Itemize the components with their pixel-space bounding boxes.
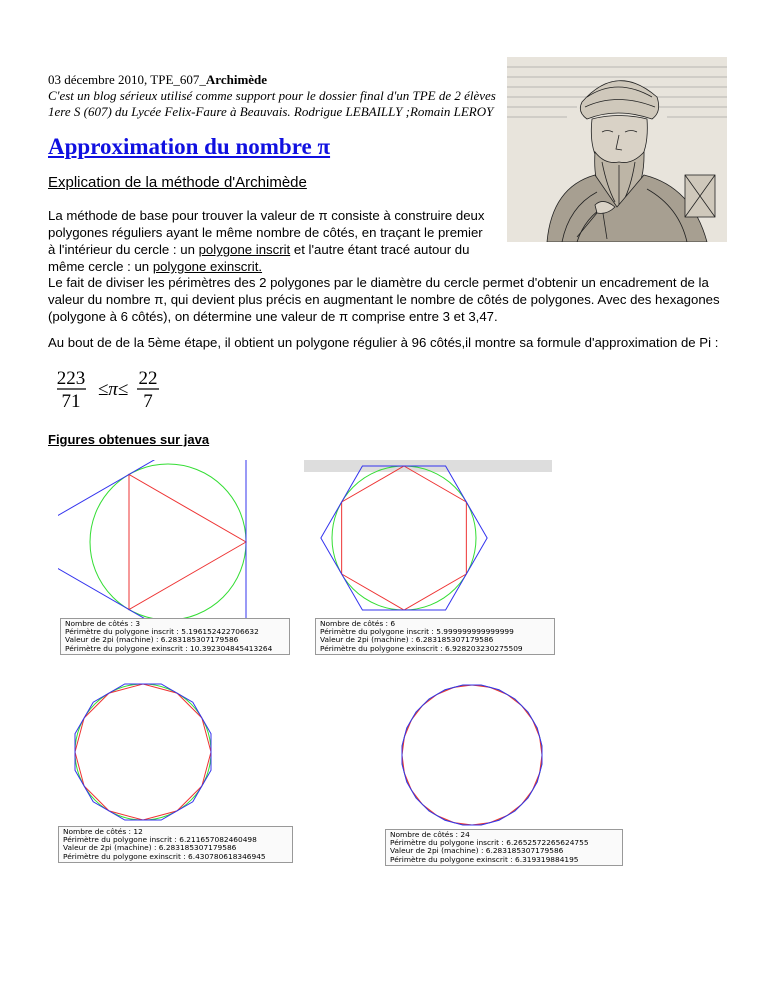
link-polygone-inscrit[interactable]: polygone inscrit — [198, 242, 291, 257]
info-line: Périmètre du polygone exinscrit : 6.430780618346945 — [63, 851, 266, 861]
inscribed-polygon — [342, 466, 467, 610]
header-date: 03 décembre 2010, TPE_607_ — [48, 72, 206, 87]
circle — [332, 466, 476, 610]
info-line: Valeur de 2pi (machine) : 6.283185307179586 — [390, 846, 564, 856]
figure-polygon-3 — [58, 460, 248, 620]
info-line: Périmètre du polygone inscrit : 5.999999999999999 — [320, 627, 514, 637]
formula-middle: ≤π≤ — [97, 379, 129, 400]
info-line: Périmètre du polygone exinscrit : 6.319319884195 — [390, 854, 579, 864]
info-line: Périmètre du polygone inscrit : 5.196152422706632 — [65, 627, 259, 637]
pi-approximation-formula — [55, 367, 165, 413]
info-line: Périmètre du polygone inscrit : 6.211657082460498 — [63, 835, 257, 845]
info-line: Valeur de 2pi (machine) : 6.283185307179586 — [65, 635, 239, 645]
inscribed-polygon — [129, 474, 246, 609]
figure-polygon-24 — [390, 680, 555, 830]
figure-info-24 — [385, 829, 623, 866]
formula-right-numerator: 22 — [138, 368, 158, 389]
exinscribed-polygon — [75, 684, 211, 820]
info-line: Périmètre du polygone exinscrit : 6.928203230275509 — [320, 643, 523, 653]
inscribed-polygon — [75, 684, 211, 820]
info-line: Périmètre du polygone exinscrit : 10.392304845413264 — [65, 643, 273, 653]
info-line: Nombre de côtés : 6 — [320, 619, 396, 628]
paragraph-method — [48, 207, 488, 275]
paragraph-perimeters: Le fait de diviser les périmètres des 2 polygones par le diamètre du cercle permet d'obtenir un encadrement de la valeur du nombre π, qui devient plus précis en augmentant le nombre de côtés de polygones. Avec des hexagones (polygone à 6 côtés), on détermine une valeur de π comprise entre 3 et 3,47. — [48, 275, 720, 324]
blog-description-line1: C'est un blog sérieux utilisé comme support pour le dossier final d'un TPE de 2 élèves — [48, 88, 496, 103]
inscribed-polygon — [402, 685, 542, 825]
exinscribed-polygon — [402, 685, 542, 825]
figure-polygon-12 — [55, 680, 235, 825]
figures-heading: Figures obtenues sur java — [48, 432, 210, 447]
info-line: Périmètre du polygone inscrit : 6.2652572265624755 — [390, 838, 589, 848]
exinscribed-polygon — [321, 466, 487, 610]
figure-info-12 — [58, 826, 293, 863]
blog-description-line2: 1ere S (607) du Lycée Felix-Faure à Beauvais. Rodrigue LEBAILLY ;Romain LEROY — [48, 104, 494, 119]
figure-info-3 — [60, 618, 290, 655]
circle — [90, 464, 246, 620]
paragraph-method-text-a: La méthode de base pour trouver la valeur de π consiste à construire deux polygones réguliers ayant le même nombre de côtés, en traçant le premier à l'intérieur du cercle : un — [48, 208, 485, 257]
figure-info-6 — [315, 618, 555, 655]
paragraph-method-text-b: et l'autre étant tracé autour du même cercle : un — [48, 242, 470, 274]
blog-name[interactable]: Archimède — [205, 72, 268, 87]
page-title[interactable]: Approximation du nombre π — [48, 134, 331, 159]
info-line: Nombre de côtés : 24 — [390, 830, 470, 839]
section-subtitle: Explication de la méthode d'Archimède — [48, 174, 307, 191]
info-line: Nombre de côtés : 3 — [65, 619, 141, 628]
info-line: Valeur de 2pi (machine) : 6.283185307179586 — [63, 843, 237, 853]
figure-polygon-6 — [320, 462, 490, 622]
formula-right-denominator: 7 — [143, 391, 153, 412]
link-polygone-exinscrit[interactable]: polygone exinscrit. — [152, 259, 263, 274]
circle — [402, 685, 542, 825]
formula-left-denominator: 71 — [61, 391, 81, 412]
paragraph-fifth-step: Au bout de de la 5ème étape, il obtient un polygone régulier à 96 côtés,il montre sa formule d'approximation de Pi : — [48, 335, 719, 350]
formula-left-numerator: 223 — [56, 368, 86, 389]
circle — [75, 684, 211, 820]
info-line: Valeur de 2pi (machine) : 6.283185307179586 — [320, 635, 494, 645]
archimedes-portrait-image — [507, 57, 727, 242]
header-date-line — [48, 72, 267, 88]
info-line: Nombre de côtés : 12 — [63, 827, 143, 836]
blog-description — [48, 88, 518, 120]
